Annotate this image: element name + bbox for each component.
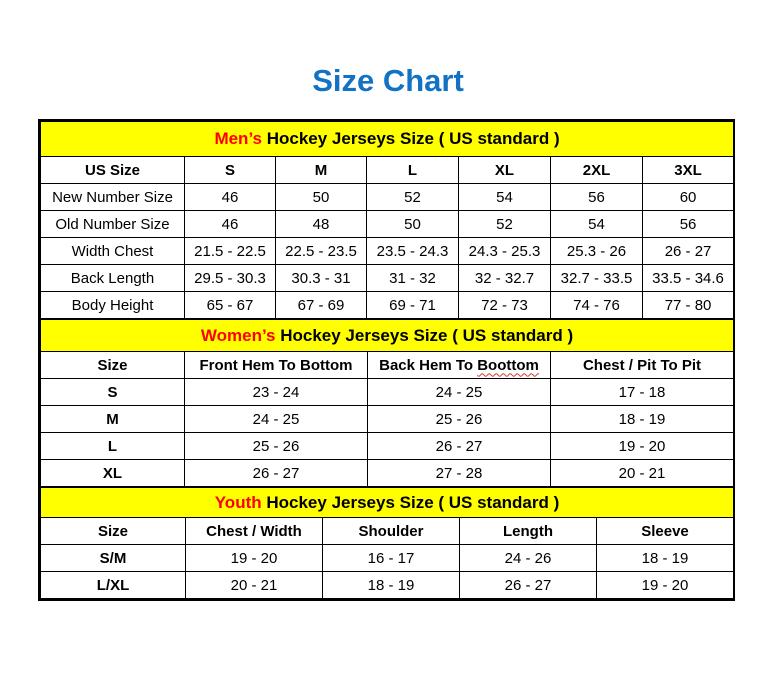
size-value: 24 - 25 — [368, 379, 551, 406]
row-label: L — [41, 433, 185, 460]
table-row — [41, 265, 734, 292]
column-header: Length — [460, 518, 597, 545]
size-value: 25 - 26 — [185, 433, 368, 460]
size-value: 21.5 - 22.5 — [185, 238, 276, 265]
table-row — [41, 433, 734, 460]
column-header: 3XL — [643, 157, 734, 184]
size-value: 18 - 19 — [597, 545, 734, 572]
youth-header-row — [41, 518, 734, 545]
size-value: 17 - 18 — [551, 379, 734, 406]
column-header: Size — [41, 518, 186, 545]
mens-banner-text: Hockey Jerseys Size ( US standard ) — [261, 129, 560, 148]
size-value: 29.5 - 30.3 — [185, 265, 276, 292]
column-header: US Size — [41, 157, 185, 184]
womens-banner — [41, 320, 734, 352]
size-value: 52 — [459, 211, 551, 238]
size-value: 19 - 20 — [551, 433, 734, 460]
mens-banner — [41, 122, 734, 157]
row-label: Back Length — [41, 265, 185, 292]
column-header: Front Hem To Bottom — [185, 352, 368, 379]
size-value: 72 - 73 — [459, 292, 551, 319]
size-value: 26 - 27 — [185, 460, 368, 487]
column-header-text: Back Hem To — [379, 356, 478, 374]
size-value: 69 - 71 — [367, 292, 459, 319]
size-value: 26 - 27 — [460, 572, 597, 599]
size-value: 67 - 69 — [276, 292, 367, 319]
size-value: 16 - 17 — [323, 545, 460, 572]
size-value: 24.3 - 25.3 — [459, 238, 551, 265]
size-value: 23.5 - 24.3 — [367, 238, 459, 265]
womens-banner-highlight: Women’s — [200, 325, 276, 345]
row-label: S/M — [41, 545, 186, 572]
mens-banner-row — [41, 122, 734, 157]
row-label: Width Chest — [41, 238, 185, 265]
size-value: 27 - 28 — [368, 460, 551, 487]
womens-banner-text: Hockey Jerseys Size ( US standard ) — [275, 325, 574, 345]
column-header: Shoulder — [323, 518, 460, 545]
column-header: XL — [459, 157, 551, 184]
size-value: 24 - 25 — [185, 406, 368, 433]
table-row — [41, 406, 734, 433]
size-value: 74 - 76 — [551, 292, 643, 319]
table-row — [41, 292, 734, 319]
column-header: L — [367, 157, 459, 184]
size-chart — [38, 119, 735, 601]
misspelled-word: Boottom — [477, 356, 539, 374]
size-value: 52 — [367, 184, 459, 211]
mens-header-row — [41, 157, 734, 184]
size-value: 65 - 67 — [185, 292, 276, 319]
size-value: 50 — [276, 184, 367, 211]
womens-banner-row — [41, 320, 734, 352]
size-value: 22.5 - 23.5 — [276, 238, 367, 265]
row-label: S — [41, 379, 185, 406]
youth-banner-text: Hockey Jerseys Size ( US standard ) — [261, 492, 560, 512]
row-label: XL — [41, 460, 185, 487]
size-value: 33.5 - 34.6 — [643, 265, 734, 292]
mens-size-table — [40, 121, 734, 319]
size-value: 30.3 - 31 — [276, 265, 367, 292]
table-row — [41, 238, 734, 265]
table-row — [41, 460, 734, 487]
womens-size-table — [40, 319, 734, 487]
row-label: Body Height — [41, 292, 185, 319]
size-value: 56 — [643, 211, 734, 238]
size-value: 25 - 26 — [368, 406, 551, 433]
row-label: New Number Size — [41, 184, 185, 211]
size-value: 54 — [459, 184, 551, 211]
size-value: 19 - 20 — [186, 545, 323, 572]
table-row — [41, 572, 734, 599]
page-title: Size Chart — [312, 63, 464, 98]
size-value: 46 — [185, 184, 276, 211]
column-header: 2XL — [551, 157, 643, 184]
column-header: Size — [41, 352, 185, 379]
size-value: 24 - 26 — [460, 545, 597, 572]
size-value: 19 - 20 — [597, 572, 734, 599]
column-header: M — [276, 157, 367, 184]
womens-header-row — [41, 352, 734, 379]
youth-banner — [41, 488, 734, 518]
row-label: M — [41, 406, 185, 433]
size-value: 25.3 - 26 — [551, 238, 643, 265]
size-value: 46 — [185, 211, 276, 238]
table-row — [41, 211, 734, 238]
youth-size-table — [40, 487, 734, 599]
size-value: 54 — [551, 211, 643, 238]
size-value: 32.7 - 33.5 — [551, 265, 643, 292]
row-label: Old Number Size — [41, 211, 185, 238]
size-value: 18 - 19 — [323, 572, 460, 599]
column-header: Sleeve — [597, 518, 734, 545]
size-value: 50 — [367, 211, 459, 238]
size-value: 56 — [551, 184, 643, 211]
size-value: 18 - 19 — [551, 406, 734, 433]
size-value: 60 — [643, 184, 734, 211]
table-row — [41, 545, 734, 572]
size-value: 77 - 80 — [643, 292, 734, 319]
size-value: 31 - 32 — [367, 265, 459, 292]
size-value: 26 - 27 — [643, 238, 734, 265]
column-header — [368, 352, 551, 379]
youth-banner-highlight: Youth — [214, 492, 262, 512]
column-header: Chest / Pit To Pit — [551, 352, 734, 379]
size-value: 20 - 21 — [186, 572, 323, 599]
table-row — [41, 379, 734, 406]
size-value: 32 - 32.7 — [459, 265, 551, 292]
column-header: Chest / Width — [186, 518, 323, 545]
size-value: 26 - 27 — [368, 433, 551, 460]
size-value: 23 - 24 — [185, 379, 368, 406]
youth-banner-row — [41, 488, 734, 518]
size-value: 20 - 21 — [551, 460, 734, 487]
row-label: L/XL — [41, 572, 186, 599]
table-row — [41, 184, 734, 211]
column-header: S — [185, 157, 276, 184]
size-value: 48 — [276, 211, 367, 238]
mens-banner-highlight: Men’s — [214, 129, 262, 148]
